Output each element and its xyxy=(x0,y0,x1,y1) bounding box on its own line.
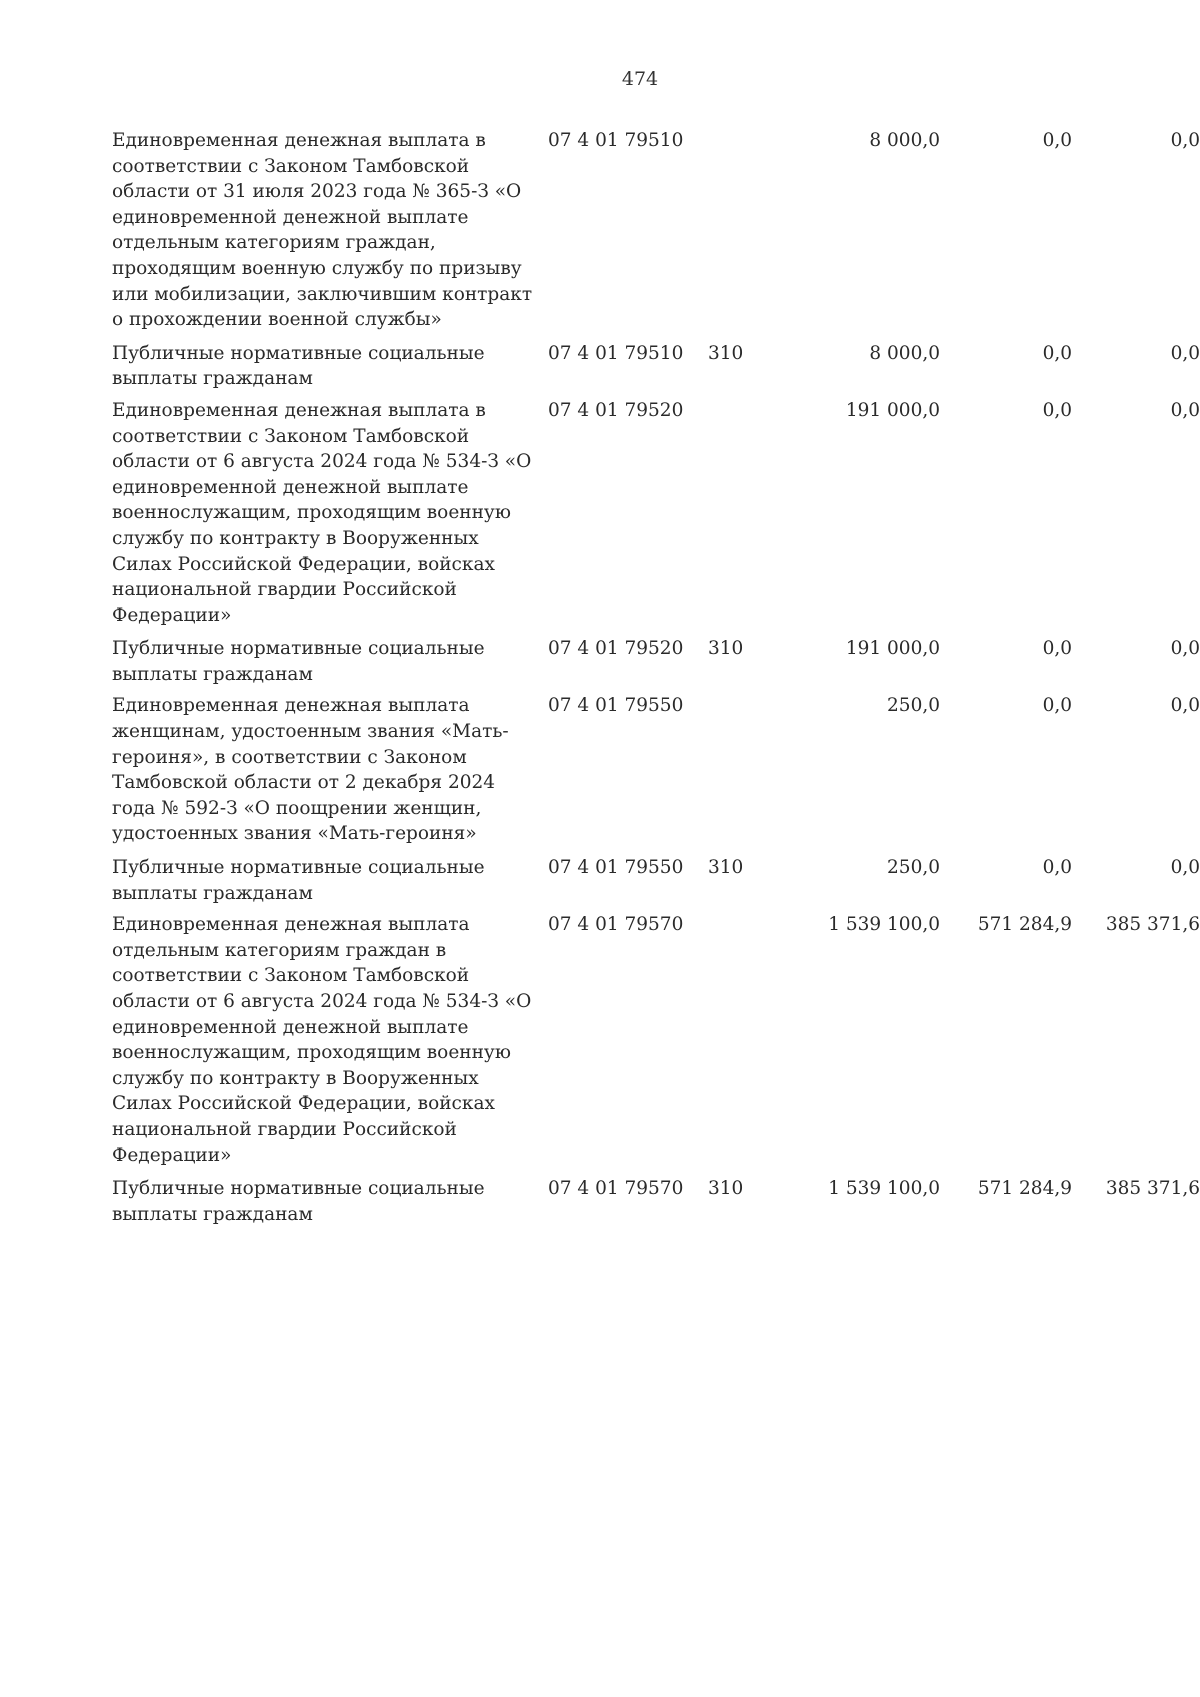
row-target-code: 07 4 01 79570 xyxy=(548,914,684,936)
row-target-code: 07 4 01 79550 xyxy=(548,857,684,879)
row-amount-1: 250,0 xyxy=(887,695,940,717)
row-target-code: 07 4 01 79570 xyxy=(548,1178,684,1200)
row-amount-1: 250,0 xyxy=(887,857,940,879)
row-amount-3: 0,0 xyxy=(1170,695,1200,717)
budget-table xyxy=(112,128,1200,1233)
page-number: 474 xyxy=(621,68,659,90)
row-amount-1: 191 000,0 xyxy=(845,638,940,660)
row-amount-3: 385 371,6 xyxy=(1105,914,1200,936)
row-amount-1: 8 000,0 xyxy=(869,130,940,151)
row-target-code: 07 4 01 79550 xyxy=(548,695,684,717)
row-amount-3: 0,0 xyxy=(1170,130,1200,151)
row-name: Публичные нормативные социальные выплаты гражданам xyxy=(112,638,485,685)
row-amount-3: 385 371,6 xyxy=(1105,1178,1200,1200)
row-expense-type: 310 xyxy=(708,342,744,364)
table-row xyxy=(112,398,1200,636)
row-amount-3: 0,0 xyxy=(1170,857,1200,879)
row-amount-2: 571 284,9 xyxy=(977,1178,1072,1200)
table-row xyxy=(112,855,1200,912)
row-expense-type xyxy=(698,398,758,636)
row-name: Единовременная денежная выплата в соответствии с Законом Тамбовской области от 31 июля 2023 года № 365-З «О единовременной денежной выплате отдельным категориям граждан, проходящим военную службу по призыву или мобилизации, заключившим контракт о прохождении военной службы» xyxy=(112,130,533,331)
row-expense-type: 310 xyxy=(708,638,744,660)
row-target-code: 07 4 01 79510 xyxy=(548,130,684,151)
row-amount-2: 571 284,9 xyxy=(977,914,1072,936)
row-target-code: 07 4 01 79520 xyxy=(548,399,684,421)
row-name: Публичные нормативные социальные выплаты гражданам xyxy=(112,342,485,390)
row-amount-1: 1 539 100,0 xyxy=(828,1178,940,1200)
row-name: Публичные нормативные социальные выплаты гражданам xyxy=(112,1178,485,1225)
row-amount-2: 0,0 xyxy=(1042,342,1072,364)
row-name: Единовременная денежная выплата отдельным категориям граждан в соответствии с Законом Тамбовской области от 6 августа 2024 года № 534-З «О единовременной денежной выплате военнослужащим, проходящим военную службу по контракту в Вооруженных Силах Российской Федерации, войсках национальной гвардии Российской Федерации» xyxy=(112,914,532,1166)
row-amount-3: 0,0 xyxy=(1170,342,1200,364)
row-amount-1: 8 000,0 xyxy=(869,342,940,364)
row-expense-type xyxy=(698,912,758,1176)
table-row xyxy=(112,1176,1200,1233)
row-target-code: 07 4 01 79510 xyxy=(548,342,684,364)
row-expense-type xyxy=(698,693,758,855)
row-name: Единовременная денежная выплата женщинам, удостоенным звания «Мать-героиня», в соответствии с Законом Тамбовской области от 2 декабря 2024 года № 592-З «О поощрении женщин, удостоенных звания «Мать-героиня» xyxy=(112,695,509,845)
table-row xyxy=(112,341,1200,398)
row-name: Единовременная денежная выплата в соответствии с Законом Тамбовской области от 6 августа 2024 года № 534-З «О единовременной денежной выплате военнослужащим, проходящим военную службу по контракту в Вооруженных Силах Российской Федерации, войсках национальной гвардии Российской Федерации» xyxy=(112,399,532,626)
row-expense-type: 310 xyxy=(708,1178,744,1200)
table-row xyxy=(112,693,1200,855)
row-amount-3: 0,0 xyxy=(1170,638,1200,660)
row-expense-type xyxy=(698,128,758,341)
table-row xyxy=(112,912,1200,1176)
row-name: Публичные нормативные социальные выплаты гражданам xyxy=(112,857,485,904)
budget-table-body xyxy=(112,128,1200,1233)
row-amount-1: 191 000,0 xyxy=(845,399,940,421)
row-amount-2: 0,0 xyxy=(1042,130,1072,151)
row-amount-2: 0,0 xyxy=(1042,638,1072,660)
row-amount-1: 1 539 100,0 xyxy=(828,914,940,936)
table-row xyxy=(112,128,1200,341)
row-amount-2: 0,0 xyxy=(1042,695,1072,717)
table-row xyxy=(112,636,1200,693)
row-amount-2: 0,0 xyxy=(1042,857,1072,879)
row-amount-3: 0,0 xyxy=(1170,399,1200,421)
row-target-code: 07 4 01 79520 xyxy=(548,638,684,660)
row-expense-type: 310 xyxy=(708,857,744,879)
row-amount-2: 0,0 xyxy=(1042,399,1072,421)
